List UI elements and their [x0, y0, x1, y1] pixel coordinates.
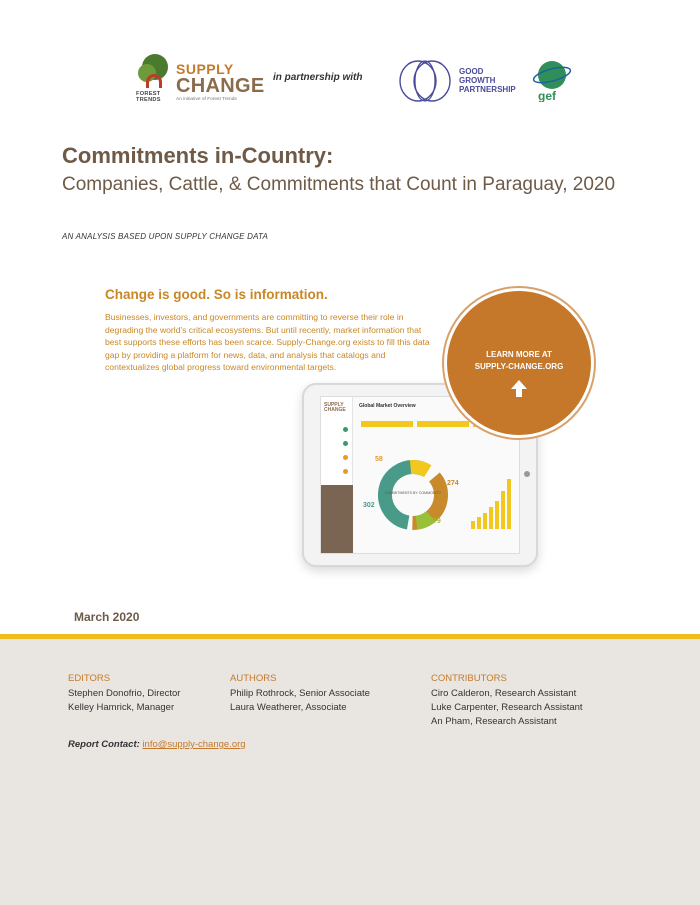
donut-center-label: COMMITMENTS BY COMMODITY [384, 491, 442, 495]
screen-title: Global Market Overview [359, 403, 416, 409]
arrow-up-icon [507, 378, 531, 398]
supply-change-logo [176, 62, 264, 102]
ggp-line-1: GOOD [459, 67, 484, 76]
tablet-home-button [524, 471, 530, 477]
supply-change-top: SUPPLY [176, 61, 234, 77]
credits-footer [0, 639, 700, 905]
logo-bar [0, 52, 700, 112]
editors-column [68, 672, 180, 715]
ad-body: Businesses, investors, and governments are committing to reverse their role in degrading the world's critical ecosystems. But until recently, market information that best supports these efforts has been scarce. Supply-Change.org exists to fill this data gap by providing a platform for news, data, and analysis that catalogs and contextualizes global progress toward environmental targets. [105, 312, 430, 372]
learn-more-line-2: SUPPLY-CHANGE.ORG [474, 362, 564, 371]
learn-more-text [450, 349, 588, 373]
contributor-name: An Pham, Research Assistant [431, 716, 557, 727]
sidebar-dot [343, 469, 348, 474]
page-subtitle: Companies, Cattle, & Commitments that Count in Paraguay, 2020 [62, 174, 616, 195]
screen-dashboard-chart [361, 435, 520, 553]
ggp-line-2: GROWTH [459, 76, 496, 85]
forest-trends-text: FOREST TRENDS [136, 91, 161, 103]
contact-label: Report Contact: [68, 739, 140, 750]
supply-change-sub: An initiative of Forest Trends [176, 97, 237, 102]
screen-value: 58 [375, 456, 383, 463]
editor-name: Stephen Donofrio, Director [68, 688, 181, 699]
screen-bar-chart [471, 479, 511, 529]
contributor-name: Luke Carpenter, Research Assistant [431, 702, 583, 713]
editor-name: Kelley Hamrick, Manager [68, 702, 175, 713]
sidebar-dark-panel [321, 485, 353, 554]
contact-email-link[interactable]: info@supply-change.org [142, 739, 246, 750]
screen-logo-bottom: CHANGE [324, 407, 346, 413]
contributor-name: Ciro Calderon, Research Assistant [431, 688, 577, 699]
authors-heading: AUTHORS [230, 673, 277, 684]
ad-headline: Change is good. So is information. [105, 287, 328, 302]
screen-stat-bar [361, 421, 413, 427]
sidebar-dot [343, 427, 348, 432]
good-growth-partnership-icon [396, 58, 456, 104]
screen-value: 302 [363, 502, 375, 509]
authors-column [230, 672, 370, 715]
learn-more-circle[interactable] [447, 291, 591, 435]
sidebar-dot [343, 455, 348, 460]
screen-value: 274 [447, 480, 459, 487]
ggp-line-3: PARTNERSHIP [459, 85, 516, 94]
gef-globe-icon [532, 58, 572, 102]
editors-heading: EDITORS [68, 673, 111, 684]
sidebar-dot [343, 441, 348, 446]
screen-sidebar [321, 397, 353, 554]
contributors-column [431, 672, 583, 729]
supply-change-bottom: CHANGE [176, 75, 265, 97]
ggp-text [459, 67, 516, 94]
contributors-heading: CONTRIBUTORS [431, 673, 507, 684]
forest-trends-logo [136, 54, 176, 106]
report-date: March 2020 [74, 610, 140, 624]
report-contact [68, 739, 246, 750]
analysis-note: AN ANALYSIS BASED UPON SUPPLY CHANGE DATA [62, 232, 269, 241]
partnership-text: in partnership with [273, 72, 363, 83]
learn-more-line-1: LEARN MORE AT [486, 350, 552, 359]
tree-trunk-shape [146, 74, 162, 88]
author-name: Philip Rothrock, Senior Associate [230, 688, 370, 699]
screen-logo [324, 403, 346, 413]
author-name: Laura Weatherer, Associate [230, 702, 347, 713]
screen-value: 79 [433, 518, 441, 525]
gef-text: gef [538, 89, 556, 102]
screen-stat-bar [417, 421, 469, 427]
page-title: Commitments in-Country: [62, 143, 334, 168]
screen-logo-top: SUPPLY [324, 402, 344, 408]
